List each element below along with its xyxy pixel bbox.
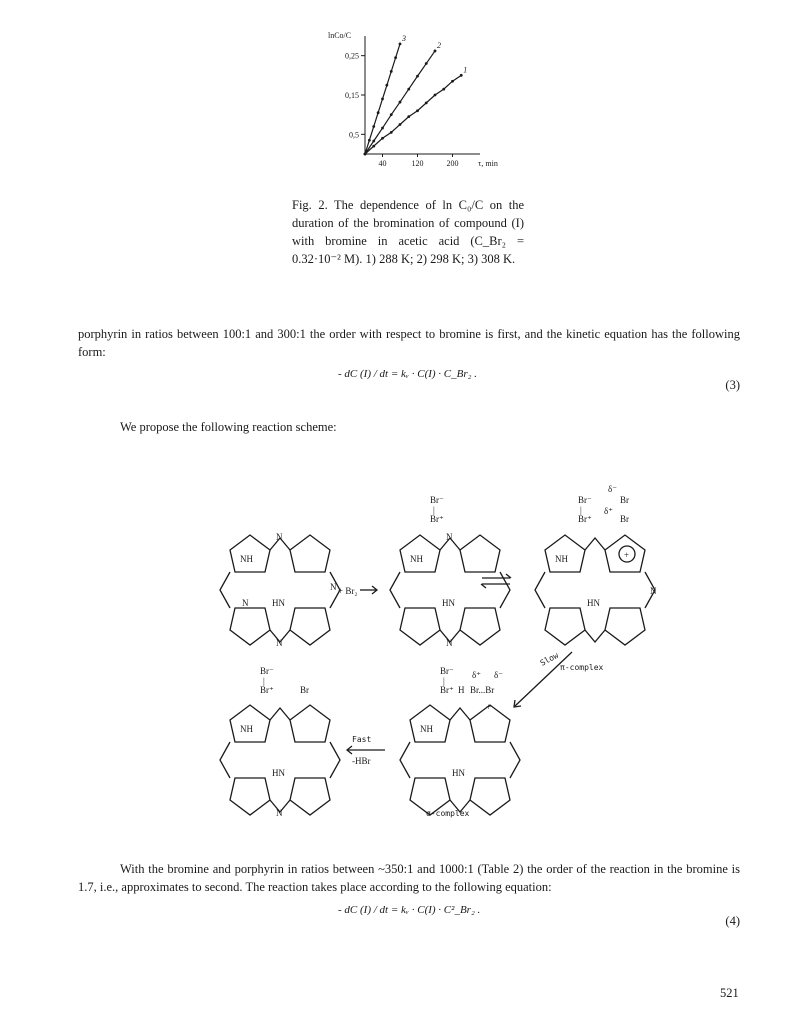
p1-n2: N [330, 582, 337, 592]
equation-4-body: - dC (I) / dt = kᵥ · C(I) · C²_Br₂ . [338, 904, 481, 916]
series-1-point [416, 109, 419, 112]
hbr-label: -HBr [352, 756, 371, 766]
series-2-point [425, 62, 428, 65]
p2-br-minus: Br⁻ [430, 495, 444, 505]
slow-label: Slow [538, 650, 560, 668]
p2-n2: N [446, 638, 453, 648]
p4-br-plus: Br⁺ [260, 685, 274, 695]
sigma-complex-label: σ-complex [426, 809, 470, 818]
y-tick-label: 0,25 [345, 51, 359, 61]
series-1-point [381, 137, 384, 140]
series-3-label: 3 [402, 33, 406, 43]
p3-br-plus: Br⁺ [578, 514, 592, 524]
reaction-scheme [190, 470, 657, 820]
p3-n: N [650, 586, 657, 596]
p5-br-minus: Br⁻ [440, 666, 454, 676]
p1-n4: N [242, 598, 249, 608]
p5-br-br: Br...Br [470, 685, 495, 695]
p2-bond: | [433, 505, 435, 515]
p4-n: N [276, 808, 283, 818]
p4-bond: | [263, 676, 265, 686]
series-3-point [385, 84, 388, 87]
p3-delta-plus: δ⁺ [604, 506, 613, 516]
p3-hn: HN [587, 598, 600, 608]
series-3-point [372, 125, 375, 128]
paragraph-3: With the bromine and porphyrin in ratios between ~350:1 and 1000:1 (Table 2) the order of the reaction in the bromine is 1.7, i.e., approximates to second. The reaction takes place according to the following equation: [78, 862, 740, 894]
series-1-point [425, 101, 428, 104]
x-tick-label: 120 [411, 159, 424, 168]
series-2-point [416, 75, 419, 78]
series-3-point [399, 42, 402, 45]
kinetics-chart [320, 26, 500, 176]
series-1-point [372, 145, 375, 148]
fast-label: Fast [352, 735, 372, 744]
p3-nh: NH [555, 554, 568, 564]
series-2-point [399, 101, 402, 104]
series-3-point [390, 70, 393, 73]
porphyrin-1 [220, 535, 340, 645]
p4-hn: HN [272, 768, 285, 778]
y-tick-label: 0,15 [345, 91, 359, 100]
x-tick-label: 40 [378, 159, 387, 168]
p3-delta-minus: δ⁻ [608, 484, 617, 494]
p4-br: Br [300, 685, 309, 695]
porphyrin-3 [535, 535, 655, 645]
series-1-point [434, 94, 437, 97]
p5-nh: NH [420, 724, 433, 734]
series-2-point [372, 140, 375, 143]
p5-br-plus: Br⁺ [440, 685, 454, 695]
p3-plus: + [624, 550, 630, 560]
series-1-point [407, 115, 410, 118]
p5-h: H [458, 685, 465, 695]
p3-br-minus: Br⁻ [578, 495, 592, 505]
p2-br-plus: Br⁺ [430, 514, 444, 524]
p3-br-top: Br [620, 495, 629, 505]
page-number: 521 [720, 986, 739, 1000]
series-2-label: 2 [437, 40, 441, 50]
x-tick-label: 200 [446, 159, 459, 168]
series-2-point [434, 50, 437, 53]
series-2-point [381, 127, 384, 130]
p4-nh: NH [240, 724, 253, 734]
p5-hn: HN [452, 768, 465, 778]
reagent-br2: + Br₂ [338, 586, 358, 596]
p1-nh: NH [240, 554, 253, 564]
figure-caption: Fig. 2. The dependence of ln C₀/C on the duration of the bromination of compound (I) with bromine in acetic acid (C_Br₂ = 0.32·10⁻² M). 1) 288 K; 2) 298 K; 3) 308 K. [292, 198, 524, 266]
p3-br-bottom: Br [620, 514, 629, 524]
y-tick-label: 0,5 [349, 130, 359, 140]
equation-4 [78, 904, 740, 938]
porphyrin-2 [390, 535, 510, 645]
y-axis-label: lnCo/C [328, 31, 352, 40]
series-3-point [377, 111, 380, 114]
p5-delta-minus: δ⁻ [494, 670, 503, 680]
p2-hn: HN [442, 598, 455, 608]
series-1-point [460, 74, 463, 77]
p3-bond: | [580, 505, 582, 515]
p5-plus: + [486, 702, 492, 712]
x-axis-label: τ, min [478, 159, 498, 168]
series-1-point [451, 80, 454, 83]
paragraph-2: We propose the following reaction scheme: [120, 420, 337, 434]
series-2-point [390, 113, 393, 116]
porphyrin-5 [400, 705, 520, 815]
p4-br-minus: Br⁻ [260, 666, 274, 676]
series-1-label: 1 [463, 65, 468, 75]
series-1-line [365, 75, 461, 154]
p5-delta-plus: δ⁺ [472, 670, 481, 680]
paragraph-1: porphyrin in ratios between 100:1 and 300:1 the order with respect to bromine is first, and the kinetic equation has the following form: [78, 327, 740, 359]
equation-3-body: - dC (I) / dt = kᵥ · C(I) · C_Br₂ . [338, 368, 477, 380]
p2-nh: NH [410, 554, 423, 564]
p1-n3: N [276, 638, 283, 648]
series-1-point [399, 123, 402, 126]
series-3-point [381, 98, 384, 101]
pi-complex-label: π-complex [560, 663, 604, 672]
equation-3 [78, 368, 740, 402]
p1-hn: HN [272, 598, 285, 608]
equation-4-number: (4) [725, 914, 740, 928]
p5-bond: | [443, 676, 445, 686]
series-3-point [364, 153, 367, 156]
p2-n1: N [446, 532, 453, 542]
series-2-point [407, 88, 410, 91]
equation-3-number: (3) [725, 378, 740, 392]
p1-n1: N [276, 532, 283, 542]
porphyrin-4 [220, 705, 340, 815]
series-3-point [368, 139, 371, 142]
series-3-point [394, 56, 397, 59]
series-1-point [442, 88, 445, 91]
series-1-point [390, 131, 393, 134]
